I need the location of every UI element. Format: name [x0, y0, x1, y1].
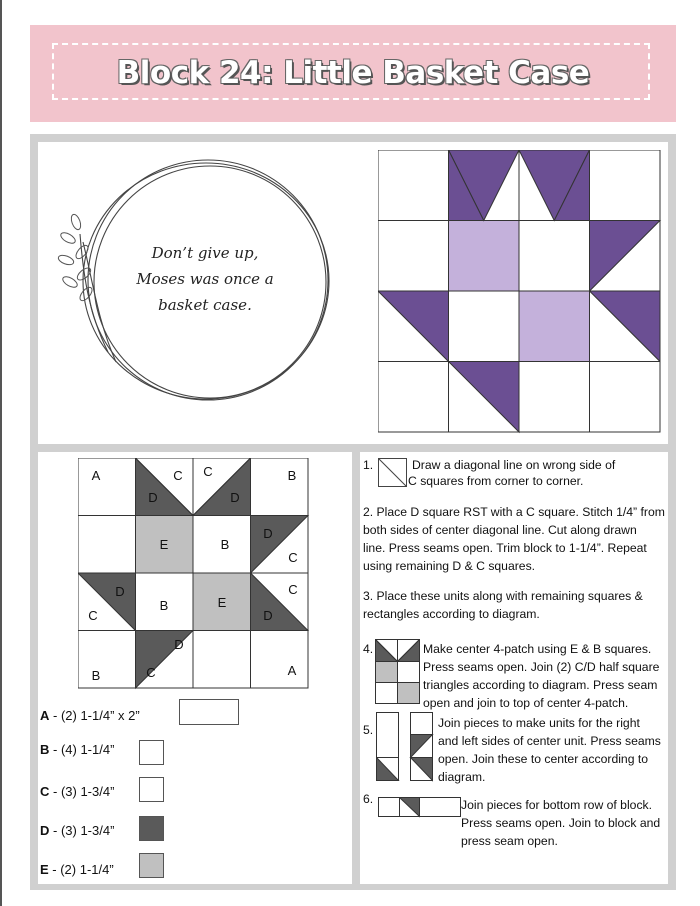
step-1-line: C squares from corner to corner.	[408, 474, 584, 488]
label-c: C	[288, 582, 298, 597]
label-b: B	[287, 468, 297, 483]
label-b: B	[220, 537, 230, 552]
label-e: E	[159, 537, 169, 552]
label-d: D	[230, 490, 240, 505]
label-c: C	[173, 468, 183, 483]
quote-line: Don’t give up,	[151, 244, 259, 262]
step-4-line: open and join to top of center 4-patch.	[423, 696, 629, 710]
cutting-panel	[38, 452, 352, 884]
label-d: D	[115, 584, 125, 599]
label-a: A	[91, 468, 101, 483]
step-3-line: rectangles according to diagram.	[363, 607, 540, 621]
label-c: C	[88, 608, 98, 623]
swatch-a	[179, 699, 239, 725]
page-border	[0, 0, 2, 906]
cutting-item-e	[40, 862, 114, 877]
swatch-c	[139, 777, 164, 802]
cutting-size: - (3) 1-3/4”	[49, 823, 115, 838]
cutting-letter: C	[40, 784, 50, 799]
label-d: D	[263, 608, 273, 623]
step-1-diagonal-square-icon	[378, 458, 408, 488]
step-5-line: open. Join these to center according to	[438, 752, 649, 766]
label-b: B	[91, 668, 101, 683]
cutting-item-d	[40, 823, 114, 838]
label-d: D	[263, 526, 273, 541]
step-4-number: 4.	[363, 642, 374, 656]
swatch-b	[139, 740, 164, 765]
finished-block-diagram	[378, 150, 662, 434]
label-c: C	[146, 665, 156, 680]
step-1-line: Draw a diagonal line on wrong side of	[412, 458, 616, 472]
instructions-panel	[360, 452, 668, 884]
label-d: D	[174, 637, 184, 652]
title-banner	[30, 25, 676, 122]
cutting-letter: B	[40, 742, 50, 757]
step-6-number: 6.	[363, 792, 374, 806]
cutting-letter: E	[40, 862, 49, 877]
step-2-line: using remaining D & C squares.	[363, 559, 536, 573]
label-c: C	[288, 550, 298, 565]
top-panel	[38, 142, 668, 444]
step-1-number: 1.	[363, 458, 374, 472]
quote-text	[95, 240, 315, 318]
step-6-line: press seam open.	[461, 834, 558, 848]
cutting-item-c	[40, 784, 114, 799]
step-5-line: diagram.	[438, 770, 486, 784]
cutting-size: - (2) 1-1/4” x 2”	[49, 708, 140, 723]
step-4-line: Press seams open. Join (2) C/D half square	[423, 660, 660, 674]
page-title: Block 24: Little Basket Case	[116, 55, 590, 91]
cutting-item-a	[40, 708, 140, 723]
step-6-line: Press seams open. Join to block and	[461, 816, 661, 830]
step-2-line: 2. Place D square RST with a C square. Stitch 1/4” from	[363, 505, 665, 519]
step-4-line: Make center 4-patch using E & B squares.	[423, 642, 652, 656]
step-4-line: triangles according to diagram. Press seam	[423, 678, 658, 692]
swatch-d	[139, 816, 164, 841]
step-5-line: Join pieces to make units for the right	[438, 716, 640, 730]
step-5-number: 5.	[363, 723, 374, 737]
step-6-bottom-row-diagram	[378, 797, 462, 819]
cutting-letter: A	[40, 708, 50, 723]
labeled-block-diagram	[78, 458, 310, 690]
label-c: C	[203, 464, 213, 479]
swatch-e	[139, 853, 164, 878]
cutting-size: - (4) 1-1/4”	[49, 742, 115, 757]
step-5-line: and left sides of center unit. Press seams	[438, 734, 661, 748]
label-d: D	[148, 490, 158, 505]
quote-line: Moses was once a	[136, 270, 274, 288]
label-a: A	[287, 663, 297, 678]
step-3-line: 3. Place these units along with remaining squares &	[363, 589, 643, 603]
label-b: B	[159, 598, 169, 613]
cutting-size: - (2) 1-1/4”	[48, 862, 114, 877]
quote-line: basket case.	[158, 296, 252, 314]
label-e: E	[217, 595, 227, 610]
cutting-item-b	[40, 742, 114, 757]
step-5-side-units-diagram	[376, 712, 436, 782]
step-2-line: line. Press seams open. Trim block to 1-1/4”. Repeat	[363, 541, 647, 555]
cutting-letter: D	[40, 823, 50, 838]
step-6-line: Join pieces for bottom row of block.	[461, 798, 653, 812]
cutting-size: - (3) 1-3/4”	[49, 784, 115, 799]
step-4-center-unit-diagram	[375, 639, 421, 705]
step-2-line: both sides of center diagonal line. Cut along drawn	[363, 523, 637, 537]
